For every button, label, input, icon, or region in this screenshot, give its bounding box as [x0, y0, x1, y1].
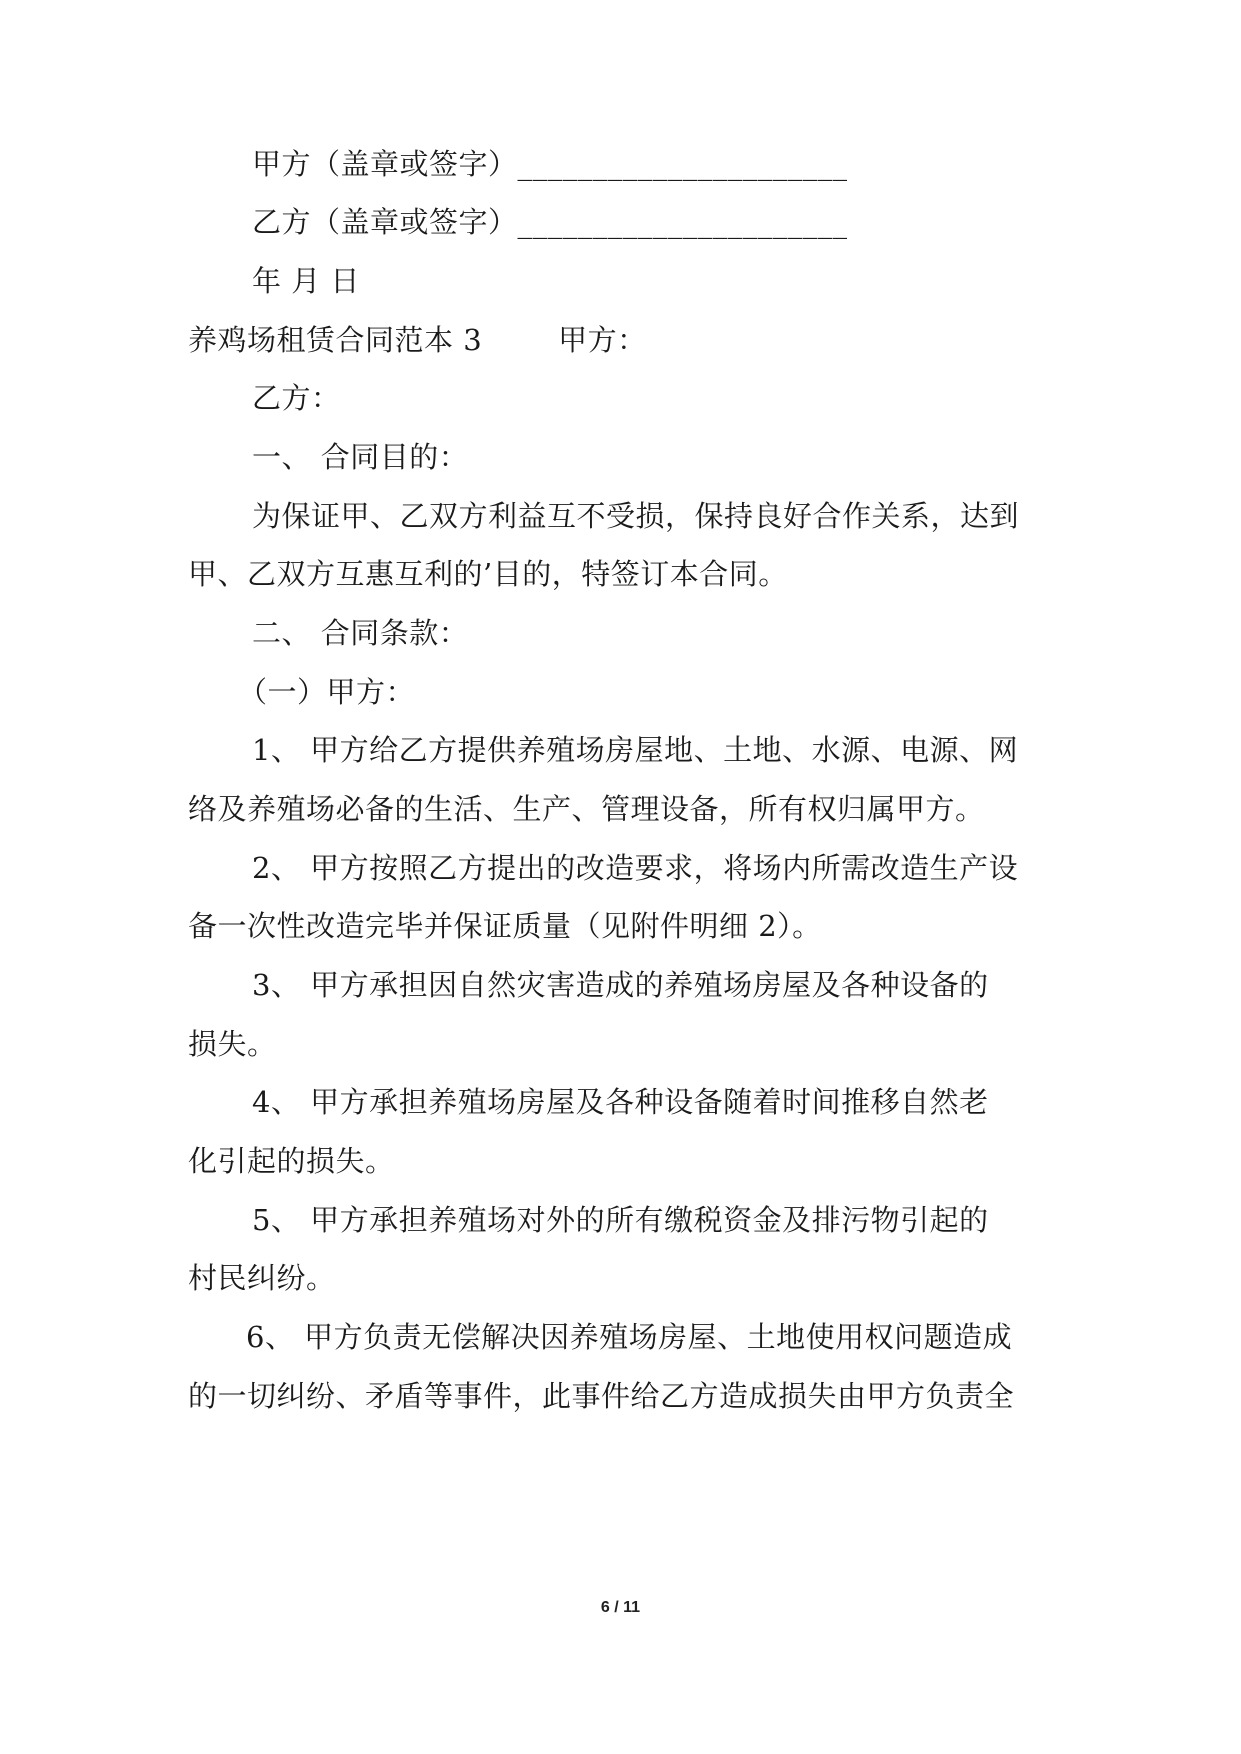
paragraph-purpose-line-1: 为保证甲、乙双方利益互不受损，保持良好合作关系，达到 — [252, 499, 1020, 533]
clause-4-line-2: 化引起的损失。 — [188, 1144, 395, 1178]
title-party-a-label: 甲方： — [558, 323, 647, 357]
subsection-heading-party-a: （一）甲方： — [238, 675, 416, 709]
clause-3-line-2: 损失。 — [188, 1027, 277, 1061]
section-heading-purpose: 一、 合同目的： — [252, 440, 469, 474]
clause-2-line-1: 2、 甲方按照乙方提出的改造要求，将场内所需改造生产设 — [252, 851, 1019, 885]
clause-6-line-1: 6、 甲方负责无偿解决因养殖场房屋、土地使用权问题造成 — [246, 1320, 1013, 1354]
contract-title-line — [188, 320, 647, 360]
clause-6-line-2: 的一切纠纷、矛盾等事件，此事件给乙方造成损失由甲方负责全 — [188, 1379, 1015, 1413]
page-number: 6 / 11 — [600, 1599, 641, 1616]
clause-3-line-1: 3、 甲方承担因自然灾害造成的养殖场房屋及各种设备的 — [252, 968, 989, 1002]
clause-4-line-1: 4、 甲方承担养殖场房屋及各种设备随着时间推移自然老 — [252, 1085, 989, 1119]
contract-title: 养鸡场租赁合同范本 3 — [188, 323, 483, 357]
date-line: 年 月 日 — [252, 264, 360, 298]
signature-line-party-a: 甲方（盖章或签字）______________________ — [252, 147, 848, 181]
section-heading-terms: 二、 合同条款： — [252, 616, 469, 650]
clause-5-line-2: 村民纠纷。 — [188, 1261, 336, 1295]
signature-line-party-b: 乙方（盖章或签字）______________________ — [252, 205, 848, 239]
clause-2-line-2: 备一次性改造完毕并保证质量（见附件明细 2）。 — [188, 909, 822, 943]
paragraph-purpose-line-2: 甲、乙双方互惠互利的’目的，特签订本合同。 — [188, 557, 788, 591]
party-b-label: 乙方： — [252, 381, 341, 415]
clause-5-line-1: 5、 甲方承担养殖场对外的所有缴税资金及排污物引起的 — [252, 1203, 989, 1237]
clause-1-line-1: 1、 甲方给乙方提供养殖场房屋地、土地、水源、电源、网 — [252, 733, 1019, 767]
clause-1-line-2: 络及养殖场必备的生活、生产、管理设备，所有权归属甲方。 — [188, 792, 985, 826]
